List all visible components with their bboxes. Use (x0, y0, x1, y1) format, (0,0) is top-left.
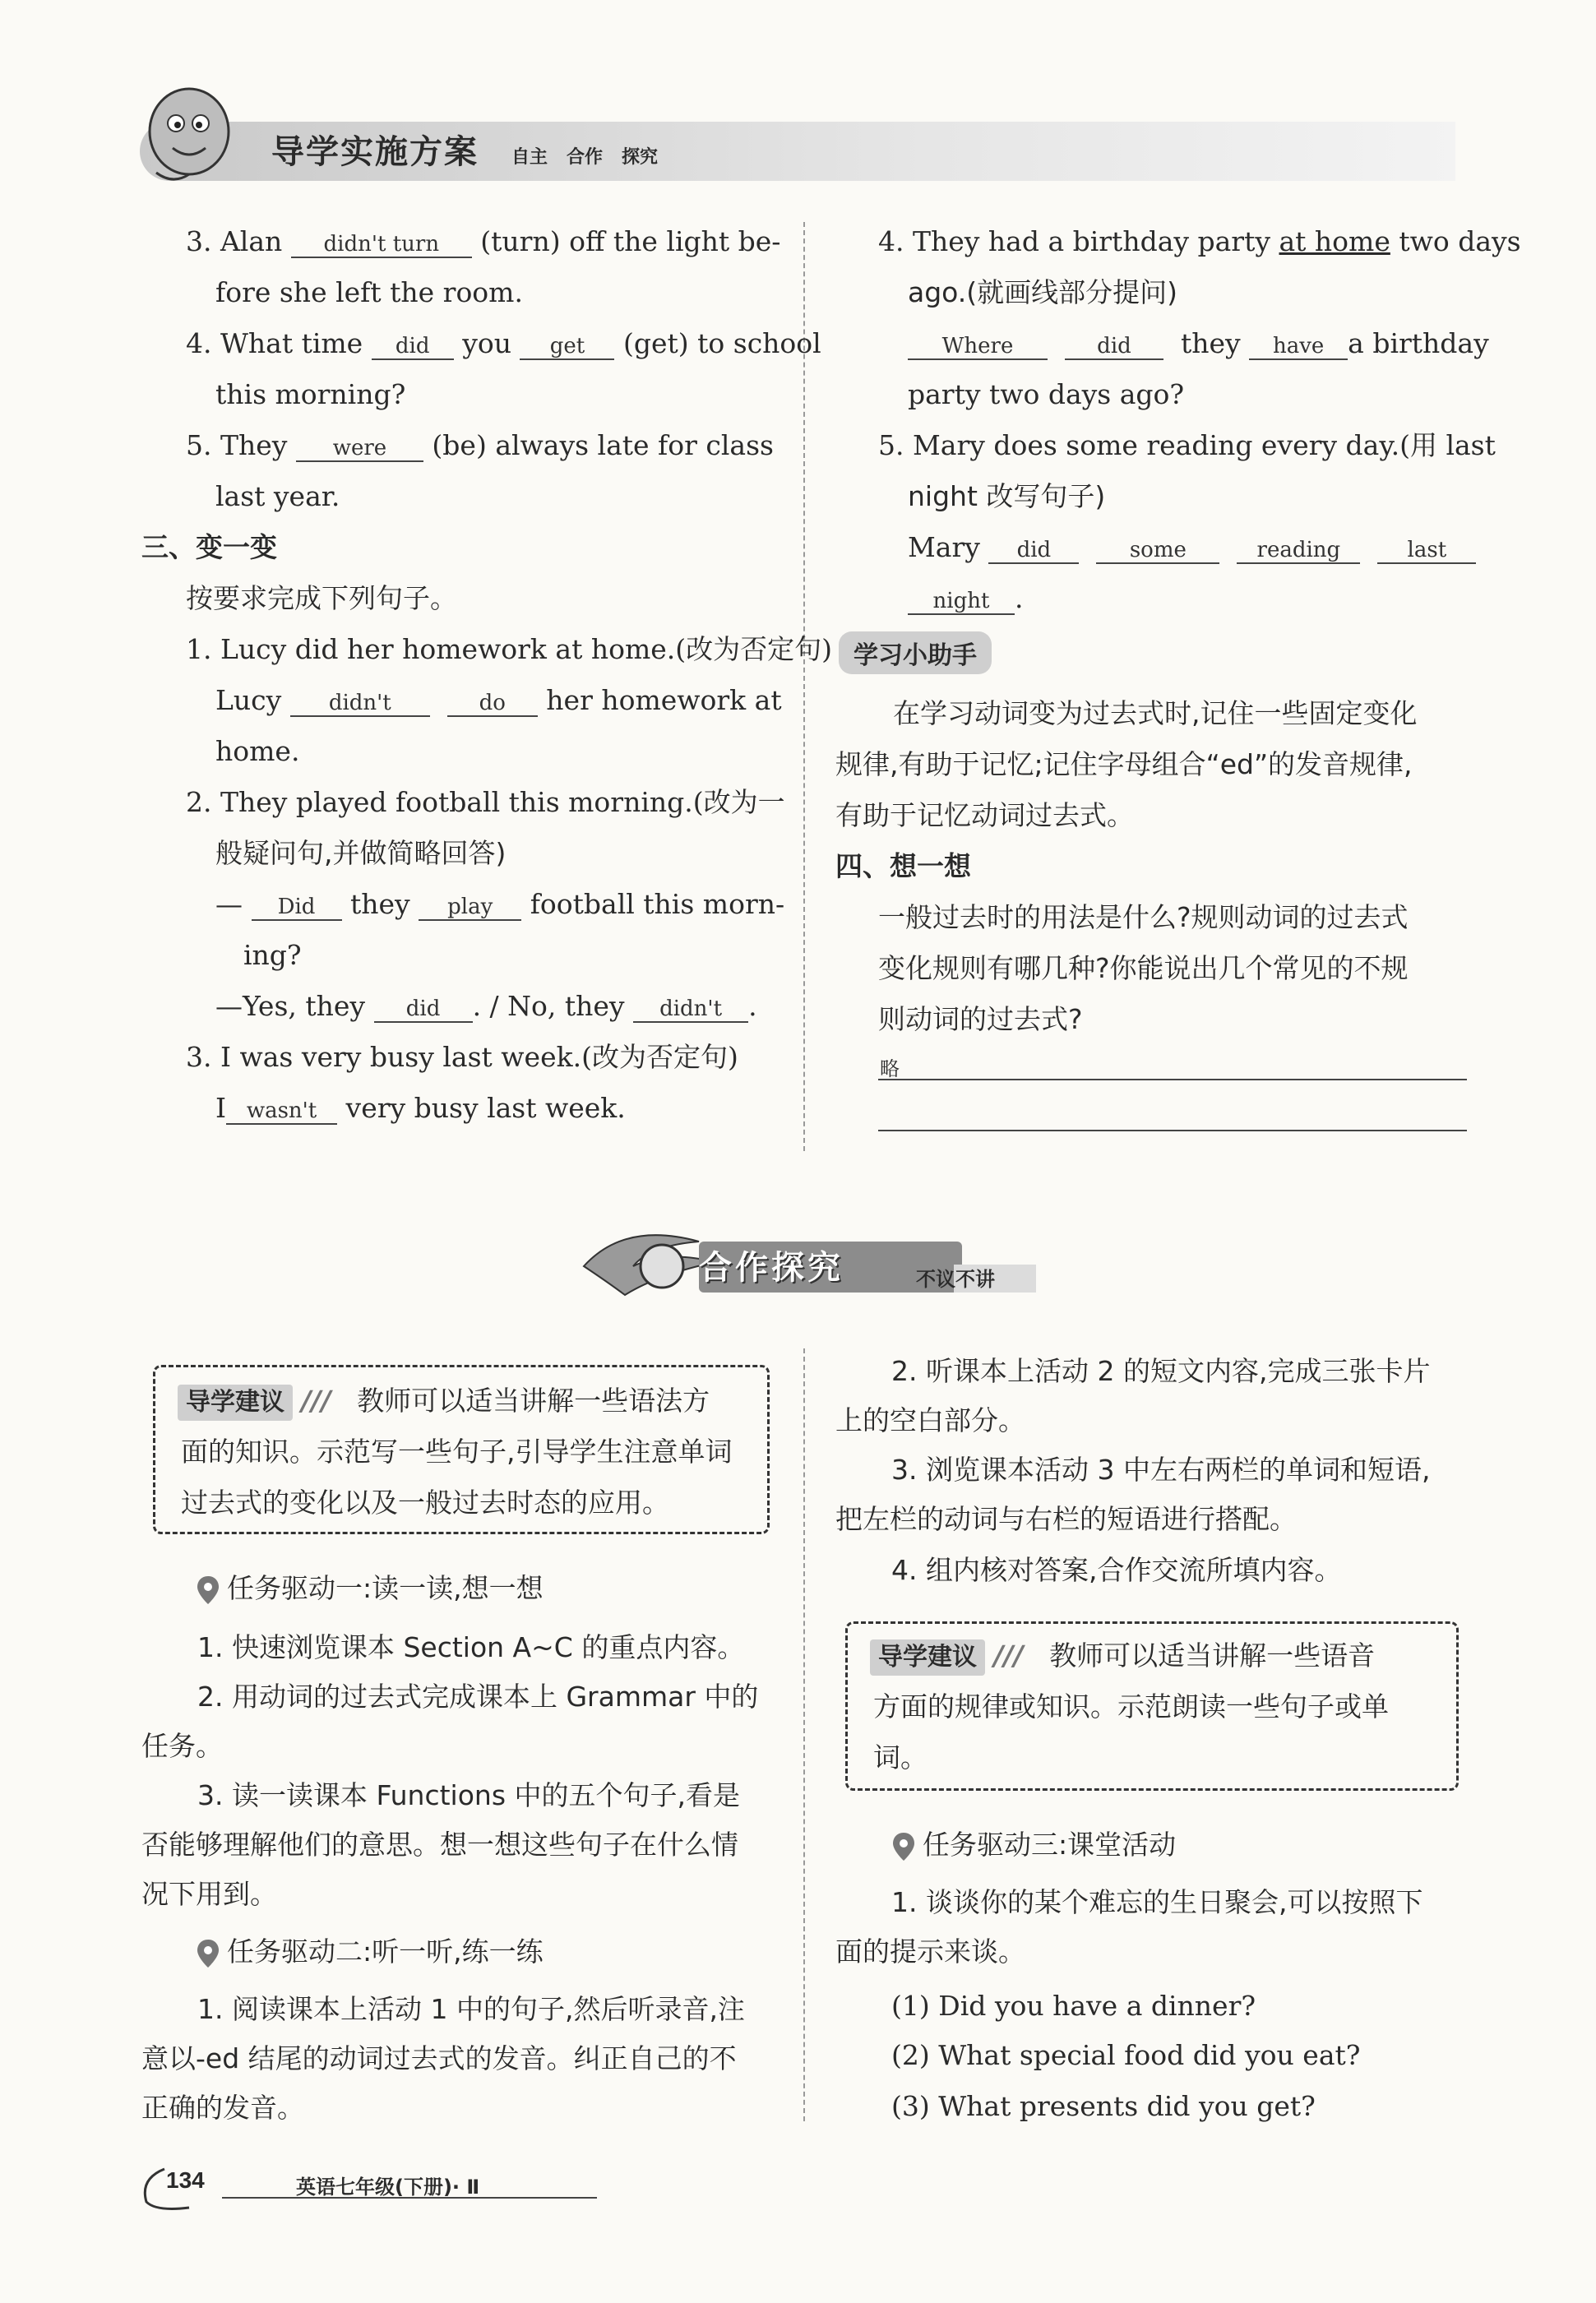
s3-q2-text2: 般疑问句,并做简略回答) (215, 837, 507, 869)
task1-p1: 1. 快速浏览课本 Section A~C 的重点内容。 (197, 1631, 745, 1663)
helper-label: 学习小助手 (839, 631, 992, 674)
task1-p3a: 3. 读一读课本 Functions 中的五个句子,看是 (197, 1779, 740, 1811)
tip-label: 导学建议 (178, 1385, 293, 1421)
s3-q2-text: 2. They played football this morning.(改为一 (186, 786, 785, 818)
s3-q2-cont: ing? (243, 939, 302, 971)
section3-instruction: 按要求完成下列句子。 (186, 582, 457, 614)
banner-subtitle: 不议不讲 (916, 1268, 995, 1291)
answer-blank: did (988, 538, 1079, 564)
right-q5-line1: 5. Mary does some reading every day.(用 last (878, 429, 1496, 461)
s3-q3-text: 3. I was very busy last week.(改为否定句) (186, 1041, 738, 1073)
answer-blank: do (447, 691, 538, 717)
tip-left-line3: 过去式的变化以及一般过去时态的应用。 (181, 1487, 669, 1519)
task2-p1b: 意以-ed 结尾的动词过去式的发音。纠正自己的不 (141, 2042, 737, 2074)
answer-blank: didn't (633, 997, 748, 1023)
location-pin-icon (893, 1833, 914, 1861)
book-title: 英语七年级(下册)· Ⅱ (296, 2176, 480, 2199)
task2-p1a: 1. 阅读课本上活动 1 中的句子,然后听录音,注 (197, 1993, 745, 2025)
answer-line (878, 1130, 1467, 1131)
answer-blank: Did (252, 895, 342, 921)
s3-q2-answer: — Did they play football this morn- (215, 888, 785, 920)
tip-right-line3: 词。 (873, 1741, 928, 1773)
section3-title: 三、变一变 (141, 531, 277, 563)
left-q3-line2: fore she left the room. (215, 276, 523, 308)
helper-text-1: 在学习动词变为过去式时,记住一些固定变化 (893, 697, 1418, 729)
subtitle-word: 合作 (567, 147, 604, 168)
answer-blank: did (372, 334, 454, 360)
answer-blank: didn't (290, 691, 430, 717)
answer-line (878, 1079, 1467, 1080)
left-q4-line1: 4. What time did you get (get) to school (186, 327, 821, 359)
rb-p2a: 2. 听课本上活动 2 的短文内容,完成三张卡片 (891, 1355, 1431, 1387)
rb-p3b: 把左栏的动词与右栏的短语进行搭配。 (835, 1503, 1297, 1535)
s3-q1-answer: Lucy didn't do her homework at (215, 684, 782, 716)
location-pin-icon (197, 1576, 219, 1604)
answer-blank: last (1377, 538, 1476, 564)
answer-blank: reading (1237, 538, 1360, 564)
underlined-phrase: at home (1279, 225, 1390, 257)
answer-blank: night (908, 589, 1015, 615)
helper-text-3: 有助于记忆动词过去式。 (835, 799, 1134, 831)
answer-blank: did (374, 997, 473, 1023)
mascot-icon (140, 82, 238, 189)
right-q4-answer: Where did they have a birthday (908, 326, 1489, 362)
footer-line (222, 2197, 597, 2199)
left-q4-line2: this morning? (215, 378, 406, 410)
answer-blank: Where (908, 334, 1048, 360)
location-pin-icon (197, 1940, 219, 1968)
answer-blank: some (1096, 538, 1219, 564)
answer-blank: get (520, 334, 614, 360)
answer-blank: were (296, 436, 423, 462)
section4-text-3: 则动词的过去式? (878, 1003, 1083, 1035)
task3-p1a: 1. 谈谈你的某个难忘的生日聚会,可以按照下 (891, 1886, 1423, 1918)
rb-p3a: 3. 浏览课本活动 3 中左右两栏的单词和短语, (891, 1454, 1431, 1486)
section4-answer: 略 (880, 1057, 900, 1080)
right-q5-answer2: night . (908, 580, 1024, 617)
rb-p2b: 上的空白部分。 (835, 1404, 1025, 1436)
task3-q1: (1) Did you have a dinner? (891, 1990, 1256, 2022)
task1-p2b: 任务。 (141, 1730, 223, 1762)
banner-title: 合作探究 (699, 1249, 844, 1287)
tip-right-line1: 导学建议 /// 教师可以适当讲解一些语音 (870, 1638, 1375, 1676)
right-q4-line2: ago.(就画线部分提问) (908, 276, 1178, 308)
column-divider (803, 1348, 805, 2121)
task3-p1b: 面的提示来谈。 (835, 1935, 1025, 1968)
header-title: 导学实施方案 (271, 133, 479, 171)
section4-title: 四、想一想 (835, 850, 971, 882)
task1-p3c: 况下用到。 (141, 1878, 277, 1910)
answer-blank: have (1249, 334, 1348, 360)
answer-blank: didn't turn (291, 232, 472, 258)
answer-blank: play (419, 895, 521, 921)
answer-blank: did (1065, 334, 1163, 360)
answer-blank: wasn't (226, 1098, 337, 1125)
task1-p2a: 2. 用动词的过去式完成课本上 Grammar 中的 (197, 1681, 759, 1713)
task3-q2: (2) What special food did you eat? (891, 2039, 1361, 2071)
s3-q1-text: 1. Lucy did her homework at home.(改为否定句) (186, 633, 833, 665)
section4-text-1: 一般过去时的用法是什么?规则动词的过去式 (878, 901, 1409, 933)
subtitle-word: 自主 (511, 147, 548, 168)
section4-text-2: 变化规则有哪几种?你能说出几个常见的不规 (878, 952, 1409, 984)
left-q5-line2: last year. (215, 480, 340, 512)
s3-q2-short-answer: —Yes, they did . / No, they didn't . (215, 990, 757, 1022)
tip-label: 导学建议 (870, 1639, 985, 1676)
task1-title: 任务驱动一:读一读,想一想 (197, 1570, 544, 1607)
tip-left-line2: 面的知识。示范写一些句子,引导学生注意单词 (181, 1436, 733, 1468)
left-q5-line1: 5. They were (be) always late for class (186, 429, 774, 461)
task2-p1c: 正确的发音。 (141, 2092, 304, 2124)
tip-left-line1: 导学建议 /// 教师可以适当讲解一些语法方 (178, 1383, 710, 1421)
s3-q1-cont: home. (215, 735, 300, 767)
left-q3-line1: 3. Alan didn't turn (turn) off the light be- (186, 225, 781, 257)
right-q5-answer: Mary did some reading last (908, 530, 1476, 566)
tip-right-line2: 方面的规律或知识。示范朗读一些句子或单 (873, 1690, 1389, 1723)
right-q4-line1: 4. They had a birthday party at home two days (878, 225, 1521, 257)
task3-q3: (3) What presents did you get? (891, 2090, 1316, 2122)
helper-text-2: 规律,有助于记忆;记住字母组合“ed”的发音规律, (835, 748, 1413, 780)
subtitle-word: 探究 (622, 147, 659, 168)
right-q4-cont: party two days ago? (908, 378, 1185, 410)
header-subtitle (511, 143, 658, 169)
task1-p3b: 否能够理解他们的意思。想一想这些句子在什么情 (141, 1829, 738, 1861)
s3-q3-answer: I wasn't very busy last week. (215, 1092, 626, 1124)
page-number: 134 (166, 2167, 205, 2193)
task2-title: 任务驱动二:听一听,练一练 (197, 1934, 544, 1970)
rb-p4: 4. 组内核对答案,合作交流所填内容。 (891, 1554, 1342, 1586)
task3-title: 任务驱动三:课堂活动 (893, 1827, 1176, 1863)
right-q5-line2: night 改写句子) (908, 480, 1106, 512)
